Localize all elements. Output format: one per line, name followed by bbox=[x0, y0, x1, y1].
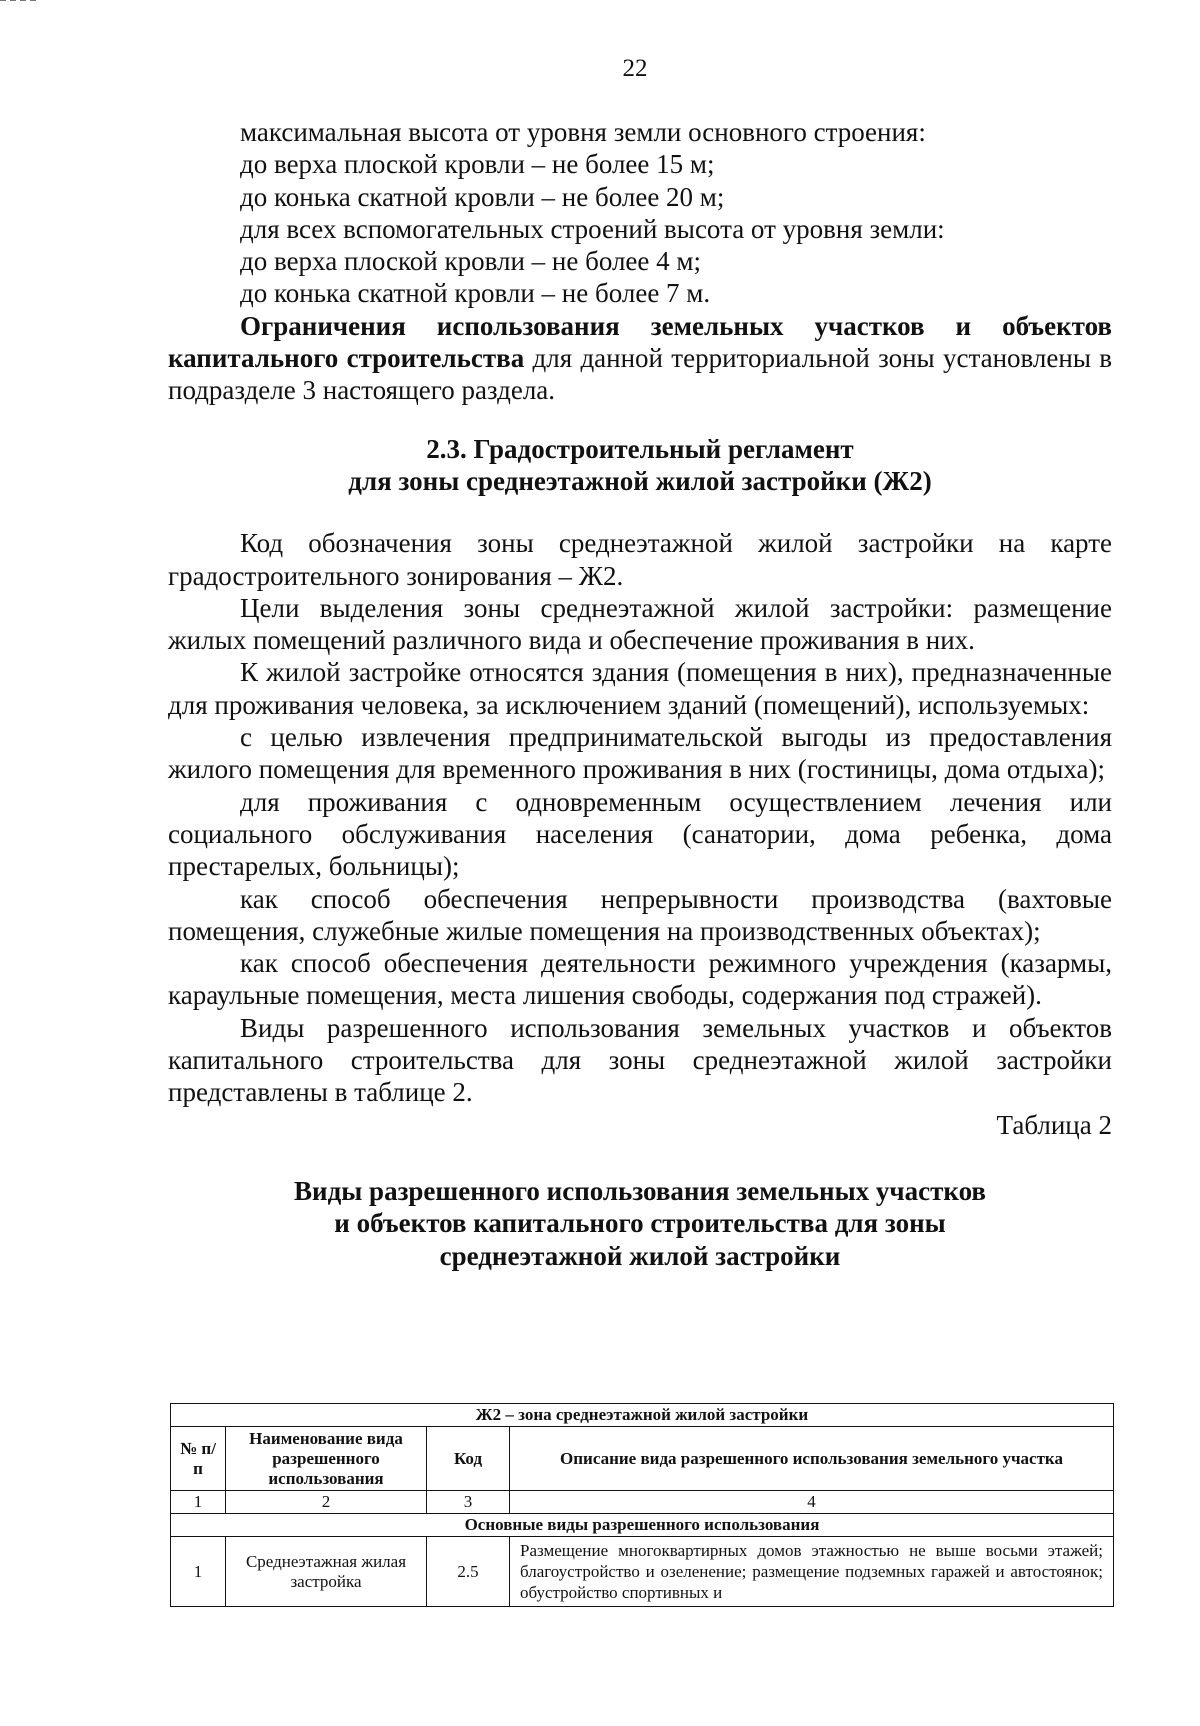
paragraph-table-reference: Виды разрешенного использования земельных участков и объектов капитального строительства для зоны среднеэтажной жилой застройки представлены в таблице 2. bbox=[168, 1012, 1112, 1108]
header-number: № п/п bbox=[171, 1427, 226, 1491]
header-name: Наименование вида разрешенного использования bbox=[226, 1427, 427, 1491]
height-line-3: до конька скатной кровли – не более 20 м; bbox=[240, 181, 725, 212]
zone-title-cell: Ж2 – зона среднеэтажной жилой застройки bbox=[171, 1404, 1114, 1427]
row-number: 1 bbox=[171, 1537, 226, 1607]
paragraph-exclusion-1: с целью извлечения предпринимательской выгоды из предоставления жилого помещения для временного проживания в них (гостиницы, дома отдыха); bbox=[168, 722, 1112, 785]
column-number-4: 4 bbox=[510, 1491, 1114, 1514]
paragraph-residential-definition: К жилой застройке относятся здания (помещения в них), предназначенные для проживания человека, за исключением зданий (помещений), используемых: bbox=[168, 657, 1112, 720]
paragraph-zone-code: Код обозначения зоны среднеэтажной жилой застройки на карте градостроительного зонирования – Ж2. bbox=[168, 528, 1112, 591]
table-heading-line-3: среднеэтажной жилой застройки bbox=[439, 1240, 841, 1271]
height-line-1: максимальная высота от уровня земли основного строения: bbox=[240, 117, 926, 147]
table-zone-row bbox=[171, 1404, 1114, 1427]
section-heading-line-2: для зоны среднеэтажной жилой застройки (Ж2) bbox=[348, 465, 932, 496]
row-name: Среднеэтажная жилая застройка bbox=[226, 1537, 427, 1607]
section-heading-line-1: 2.3. Градостроительный регламент bbox=[426, 433, 854, 464]
height-line-6: до конька скатной кровли – не более 7 м. bbox=[240, 278, 711, 309]
table-group-row bbox=[171, 1514, 1114, 1537]
group-title-cell: Основные виды разрешенного использования bbox=[171, 1514, 1114, 1537]
restrictions-paragraph bbox=[168, 310, 1112, 407]
document-body bbox=[168, 116, 1112, 1306]
table-label: Таблица 2 bbox=[996, 1109, 1112, 1140]
column-number-2: 2 bbox=[226, 1491, 427, 1514]
height-line-4: для всех вспомогательных строений высота от уровня земли: bbox=[240, 213, 945, 244]
paragraph-exclusion-2: для проживания с одновременным осуществлением лечения или социального обслуживания населения (санатории, дома ребенка, дома престарелых, больницы); bbox=[168, 786, 1112, 882]
restrictions-bold: Ограничения использования земельных участков и объектов капитального строительства bbox=[168, 310, 1112, 374]
table-column-numbers-row bbox=[171, 1491, 1114, 1514]
table-row bbox=[171, 1537, 1114, 1607]
table-heading-line-2: и объектов капитального строительства для зоны bbox=[334, 1208, 946, 1239]
page-number: 22 bbox=[622, 55, 648, 82]
column-number-3: 3 bbox=[427, 1491, 510, 1514]
row-description: Размещение многоквартирных домов этажностью не выше восьми этажей; благоустройство и озеленение; размещение подземных гаражей и автостоянок; обустройство спортивных и bbox=[510, 1537, 1114, 1607]
height-line-5: до верха плоской кровли – не более 4 м; bbox=[240, 246, 701, 277]
height-line-2: до верха плоской кровли – не более 15 м; bbox=[240, 149, 715, 180]
table-heading bbox=[168, 1175, 1112, 1272]
section-heading bbox=[168, 433, 1112, 498]
paragraph-exclusion-4: как способ обеспечения деятельности режимного учреждения (казармы, караульные помещения, места лишения свободы, содержания под стражей). bbox=[168, 948, 1112, 1011]
table-heading-line-1: Виды разрешенного использования земельных участков bbox=[294, 1175, 986, 1206]
table-header-row bbox=[171, 1427, 1114, 1491]
paragraph-zone-goals: Цели выделения зоны среднеэтажной жилой застройки: размещение жилых помещений различного вида и обеспечение проживания в них. bbox=[168, 592, 1112, 656]
scan-artifact bbox=[0, 0, 48, 4]
restrictions-rest: для данной территориальной зоны установлены в подразделе 3 настоящего раздела. bbox=[168, 343, 1112, 406]
header-code: Код bbox=[427, 1427, 510, 1491]
paragraph-exclusion-3: как способ обеспечения непрерывности производства (вахтовые помещения, служебные жилые помещения на производственных объектах); bbox=[168, 883, 1112, 946]
header-description: Описание вида разрешенного использования земельного участка bbox=[510, 1427, 1114, 1491]
row-code: 2.5 bbox=[427, 1537, 510, 1607]
land-use-table bbox=[170, 1403, 1114, 1607]
column-number-1: 1 bbox=[171, 1491, 226, 1514]
